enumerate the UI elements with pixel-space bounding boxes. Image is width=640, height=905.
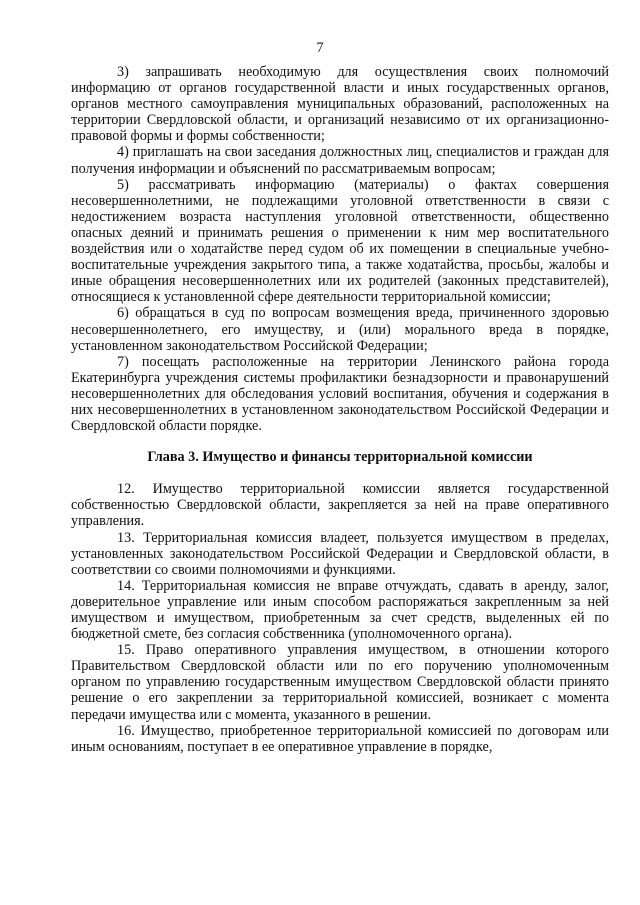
- paragraph-13: 13. Территориальная комиссия владеет, пользуется имуществом в пределах, установленных законодательством Российской Федерации и Свердловской области, в соответствии со своими полномочиями и функциями.: [71, 529, 609, 578]
- paragraph-16: 16. Имущество, приобретенное территориальной комиссией по договорам или иным основаниям, поступает в ее оперативное управление в порядке,: [71, 722, 609, 755]
- paragraph-15: 15. Право оперативного управления имуществом, в отношении которого Правительством Свердловской области или по его поручению уполномоченным органом по управлению государственным имуществом Свердловской области принято решение о его закреплении за территориальной комиссией, возникает с момента передачи имущества или с момента, указанного в решении.: [71, 642, 609, 723]
- paragraph-12: 12. Имущество территориальной комиссии является государственной собственностью Свердловской области, закрепляется за ней на праве оперативного управления.: [71, 481, 609, 530]
- page-number: 7: [316, 40, 324, 56]
- paragraph-14: 14. Территориальная комиссия не вправе отчуждать, сдавать в аренду, залог, доверительное управление или иным способом распоряжаться закрепленным за ней имуществом и имуществом, приобретенным за счет средств, выделенных ей по бюджетной смете, без согласия собственника (уполномоченного органа).: [71, 577, 609, 643]
- paragraph-item-6: 6) обращаться в суд по вопросам возмещения вреда, причиненного здоровью несовершеннолетнего, его имуществу, и (или) морального вреда в порядке, установленном законодательством Российской Федерации;: [71, 305, 609, 354]
- paragraph-item-5: 5) рассматривать информацию (материалы) о фактах совершения несовершеннолетними, не подлежащими уголовной ответственности в связи с недостижением возраста наступления уголовной ответственности, общественно опасных деяний и принимать решения о применении к ним мер воспитательного воздействия или о ходатайстве перед судом об их помещении в специальные учебно-воспитательные учреждения закрытого типа, а также ходатайства, просьбы, жалобы и иные обращения несовершеннолетних или их родителей (законных представителей), относящиеся к установленной сфере деятельности территориальной комиссии;: [71, 176, 609, 306]
- paragraph-item-3: 3) запрашивать необходимую для осуществления своих полномочий информацию от органов государственной власти и иных государственных органов, органов местного самоуправления муниципальных образований, расположенных на территории Свердловской области, и организаций независимо от их организационно-правовой формы и формы собственности;: [71, 64, 609, 145]
- paragraph-item-4: 4) приглашать на свои заседания должностных лиц, специалистов и граждан для получения информации и объяснений по рассматриваемым вопросам;: [71, 144, 609, 177]
- page-content: [71, 64, 609, 755]
- paragraph-item-7: 7) посещать расположенные на территории Ленинского района города Екатеринбурга учреждения системы профилактики безнадзорности и правонарушений несовершеннолетних для обследования условий воспитания, обучения и содержания в них несовершеннолетних в установленном законодательством Российской Федерации и Свердловской области порядке.: [71, 353, 609, 435]
- chapter-heading: Глава 3. Имущество и финансы территориальной комиссии: [147, 449, 533, 466]
